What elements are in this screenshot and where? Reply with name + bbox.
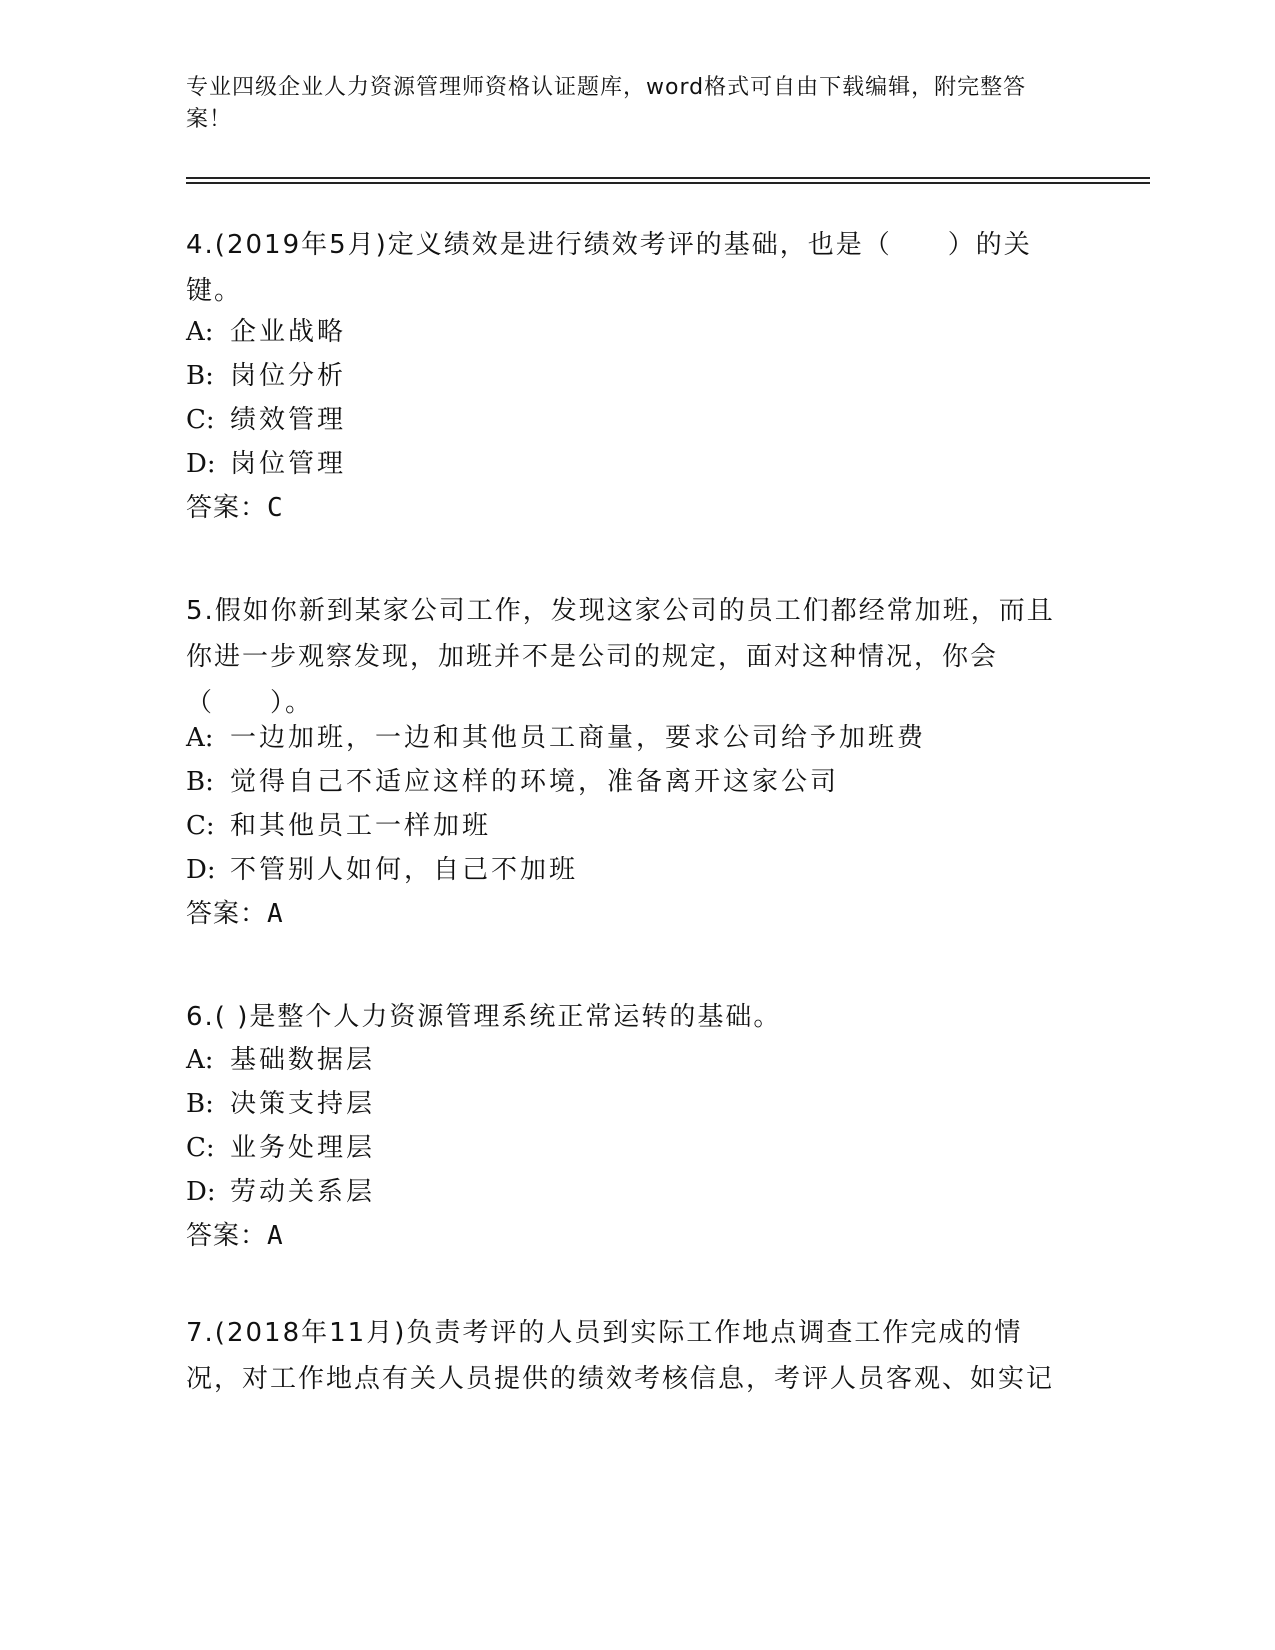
option-text: 岗位分析 xyxy=(230,361,347,391)
option-letter: D: xyxy=(186,855,216,885)
header-divider-bottom xyxy=(186,182,1150,184)
answer-label: 答案： xyxy=(186,899,268,929)
question-6-option-c xyxy=(186,1130,375,1166)
option-text: 绩效管理 xyxy=(230,405,347,435)
option-text: 岗位管理 xyxy=(230,449,347,479)
option-text: 一边加班，一边和其他员工商量，要求公司给予加班费 xyxy=(230,723,927,753)
option-text: 基础数据层 xyxy=(230,1045,376,1075)
question-5-option-b xyxy=(186,764,839,800)
option-letter: B: xyxy=(186,361,214,391)
question-4-option-a xyxy=(186,314,346,350)
option-text: 觉得自己不适应这样的环境，准备离开这家公司 xyxy=(230,767,840,797)
option-text: 决策支持层 xyxy=(230,1089,376,1119)
answer-value: A xyxy=(267,899,284,929)
question-6-answer xyxy=(186,1218,284,1254)
question-6-option-b xyxy=(186,1086,375,1122)
option-text: 和其他员工一样加班 xyxy=(230,811,492,841)
question-5-option-c xyxy=(186,808,491,844)
question-5-option-a xyxy=(186,720,926,756)
question-4-option-c xyxy=(186,402,346,438)
option-letter: C: xyxy=(186,811,215,841)
question-6-stem: 6.( )是整个人力资源管理系统正常运转的基础。 xyxy=(186,1002,782,1032)
question-4-stem: 4.(2019年5月)定义绩效是进行绩效考评的基础，也是（ ）的关键。 xyxy=(186,230,1032,306)
answer-label: 答案： xyxy=(186,493,268,523)
option-letter: A: xyxy=(186,1045,214,1075)
answer-label: 答案： xyxy=(186,1221,268,1251)
question-6-option-a xyxy=(186,1042,375,1078)
question-5-stem: 5.假如你新到某家公司工作，发现这家公司的员工们都经常加班，而且你进一步观察发现，加班并不是公司的规定，面对这种情况，你会（ ）。 xyxy=(186,596,1055,718)
option-letter: A: xyxy=(186,723,214,753)
answer-value: C xyxy=(267,493,284,523)
option-text: 劳动关系层 xyxy=(230,1177,376,1207)
document-header: 专业四级企业人力资源管理师资格认证题库，word格式可自由下载编辑，附完整答案！ xyxy=(186,75,1027,132)
option-letter: C: xyxy=(186,405,215,435)
option-letter: A: xyxy=(186,317,214,347)
question-5-answer xyxy=(186,896,284,932)
question-4-option-d xyxy=(186,446,346,482)
answer-value: A xyxy=(267,1221,284,1251)
option-letter: D: xyxy=(186,449,216,479)
option-text: 不管别人如何，自己不加班 xyxy=(230,855,579,885)
option-letter: B: xyxy=(186,767,214,797)
question-7-stem: 7.(2018年11月)负责考评的人员到实际工作地点调查工作完成的情况，对工作地点有关人员提供的绩效考核信息，考评人员客观、如实记 xyxy=(186,1318,1055,1394)
option-letter: B: xyxy=(186,1089,214,1119)
question-5-option-d xyxy=(186,852,578,888)
question-4-answer xyxy=(186,490,284,526)
question-6-option-d xyxy=(186,1174,375,1210)
option-letter: C: xyxy=(186,1133,215,1163)
question-4-option-b xyxy=(186,358,346,394)
option-text: 企业战略 xyxy=(230,317,347,347)
option-text: 业务处理层 xyxy=(230,1133,376,1163)
option-letter: D: xyxy=(186,1177,216,1207)
header-divider-top xyxy=(186,177,1150,179)
